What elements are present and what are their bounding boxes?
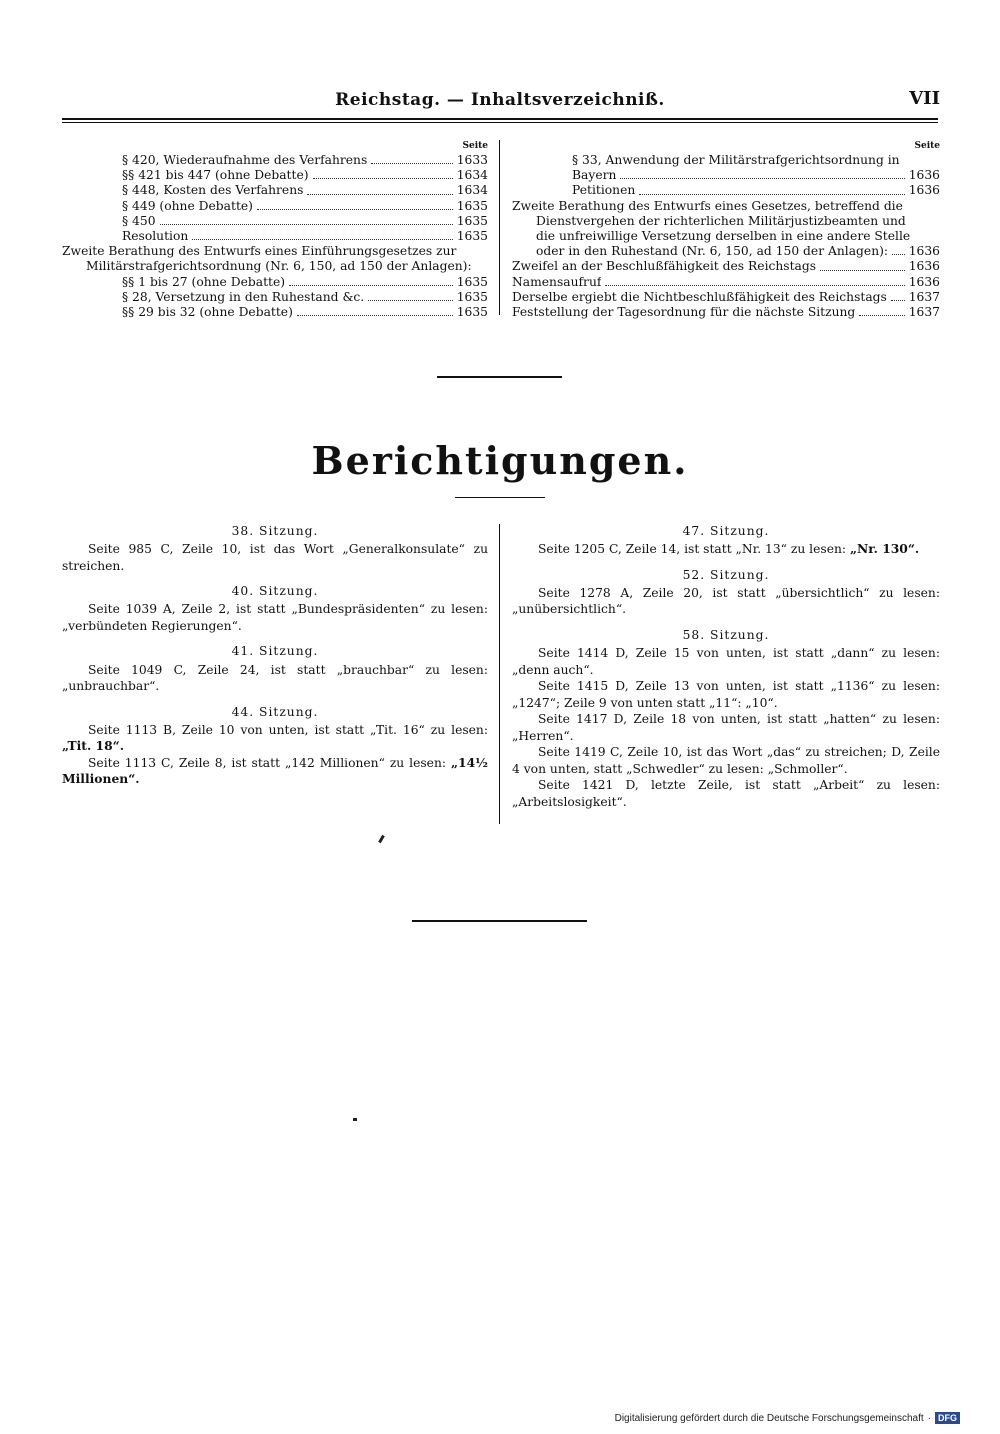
correction-entry [512, 777, 940, 810]
toc-entry [62, 229, 488, 244]
correction-text: Seite 985 C, Zeile 10, ist das Wort „Generalkonsulate“ zu streichen. [62, 542, 488, 573]
correction-entry [512, 744, 940, 777]
toc-entry-text: Zweite Berathung des Entwurfs eines Einführungsgesetzes zur [62, 244, 457, 259]
toc-entry-page: 1635 [456, 274, 488, 289]
dot-leader [620, 178, 904, 179]
section-title: Berichtigungen. [311, 438, 689, 483]
corrections-left-column [62, 524, 488, 788]
corrections-column-divider [499, 524, 500, 824]
toc-entry-page: 1636 [908, 259, 940, 274]
correction-entry [62, 541, 488, 574]
end-separator [412, 920, 587, 922]
dot-leader [160, 224, 453, 225]
toc-entry-page: 1634 [456, 183, 488, 198]
toc-entry-text: die unfreiwillige Versetzung derselben in eine andere Stelle [536, 229, 911, 244]
toc-entry-page: 1635 [456, 198, 488, 213]
toc-entry-text: Dienstvergehen der richterlichen Militärjustizbeamten und [536, 213, 906, 228]
toc-entry [512, 229, 940, 244]
correction-text: Seite 1414 D, Zeile 15 von unten, ist statt „dann“ zu lesen: „denn auch“. [512, 646, 940, 677]
toc-entry [512, 244, 940, 259]
toc-entry-text: Derselbe ergiebt die Nichtbeschlußfähigkeit des Reichstags [512, 289, 887, 304]
toc-entry-text: Bayern [572, 168, 617, 183]
seite-label: Seite [914, 141, 940, 151]
correction-entry [62, 601, 488, 634]
correction-text: Seite 1039 A, Zeile 2, ist statt „Bundespräsidenten“ zu lesen: „verbündeten Regierungen“. [62, 602, 488, 633]
toc-entry-text: Zweite Berathung des Entwurfs eines Gesetzes, betreffend die [512, 198, 903, 213]
digitization-footer [615, 1412, 960, 1424]
toc-entry [62, 214, 488, 229]
toc-entry-page: 1636 [908, 168, 940, 183]
toc-entry-text: Petitionen [572, 183, 636, 198]
dot-leader [297, 315, 453, 316]
section-separator [437, 376, 562, 378]
toc-left-column [62, 140, 488, 320]
dot-leader [307, 194, 452, 195]
toc-entry [512, 259, 940, 274]
toc-entry-page: 1637 [908, 289, 940, 304]
correction-entry [512, 585, 940, 618]
header-rule [62, 118, 938, 120]
session-heading: 38. Sitzung. [231, 524, 319, 538]
toc-entry-text: § 33, Anwendung der Militärstrafgerichtsordnung in [572, 153, 900, 167]
toc-right-column [512, 140, 940, 320]
toc-entry-text: § 449 (ohne Debatte) [122, 198, 253, 213]
session-heading: 52. Sitzung. [682, 567, 770, 582]
correction-bold-text: „Tit. 18“. [62, 738, 125, 754]
correction-text: Seite 1417 D, Zeile 18 von unten, ist statt „hatten“ zu lesen: „Herren“. [512, 712, 940, 743]
footer-dot: · [927, 1412, 931, 1424]
correction-text: Seite 1419 C, Zeile 10, ist das Wort „das“ zu streichen; D, Zeile 4 von unten, statt „Schwedler“ zu lesen: „Schmoller“. [512, 745, 940, 776]
toc-entry-text: § 420, Wiederaufnahme des Verfahrens [122, 153, 368, 167]
print-speck [353, 1118, 357, 1121]
correction-entry [62, 662, 488, 695]
toc-entry-page: 1635 [456, 305, 488, 320]
toc-entry-page: 1637 [908, 305, 940, 320]
toc-entry-page: 1635 [456, 289, 488, 304]
toc-entry [62, 290, 488, 305]
toc-entry [512, 214, 940, 229]
correction-entry [512, 678, 940, 711]
correction-entry [62, 755, 488, 788]
seite-label: Seite [462, 141, 488, 151]
correction-text: Seite 1205 C, Zeile 14, ist statt „Nr. 13“ zu lesen: [538, 542, 847, 557]
dot-leader [368, 300, 453, 301]
correction-entry [62, 722, 488, 755]
correction-text: Seite 1113 C, Zeile 8, ist statt „142 Millionen“ zu lesen: [88, 755, 447, 770]
toc-entry-page: 1635 [456, 229, 488, 244]
toc-entry [62, 153, 488, 168]
dot-leader [313, 178, 453, 179]
toc-entry [512, 275, 940, 290]
header-rule-thin [62, 122, 938, 123]
toc-entry-page: 1635 [456, 213, 488, 228]
toc-entry [512, 183, 940, 198]
toc-entry-text: §§ 421 bis 447 (ohne Debatte) [122, 168, 309, 183]
toc-entry [62, 244, 488, 259]
session-heading: 41. Sitzung. [231, 644, 319, 659]
toc-column-divider [499, 140, 500, 315]
dot-leader [371, 163, 452, 164]
dfg-logo: DFG [935, 1412, 960, 1424]
toc-entry-text: Zweifel an der Beschlußfähigkeit des Reichstags [512, 259, 817, 274]
session-heading: 40. Sitzung. [231, 584, 319, 599]
toc-entry-page: 1634 [456, 168, 488, 183]
correction-text: Seite 1049 C, Zeile 24, ist statt „brauchbar“ zu lesen: „unbrauchbar“. [62, 662, 488, 694]
dot-leader [639, 194, 904, 195]
correction-text: Seite 1113 B, Zeile 10 von unten, ist statt „Tit. 16“ zu lesen: [88, 722, 488, 737]
dot-leader [289, 285, 453, 286]
toc-entry [62, 199, 488, 214]
dot-leader [859, 315, 904, 316]
toc-entry-text: oder in den Ruhestand (Nr. 6, 150, ad 150 der Anlagen): [536, 244, 889, 259]
title-underline [455, 497, 545, 498]
toc-entry [62, 259, 488, 274]
toc-entry-page: 1636 [908, 244, 940, 259]
toc-entry [512, 305, 940, 320]
correction-entry [512, 711, 940, 744]
toc-entry-page: 1636 [908, 183, 940, 198]
dot-leader [192, 239, 452, 240]
dot-leader [605, 285, 904, 286]
toc-entry-text: § 448, Kosten des Verfahrens [122, 183, 304, 198]
correction-text: Seite 1278 A, Zeile 20, ist statt „übersichtlich“ zu lesen: „unübersichtlich“. [512, 585, 940, 617]
toc-entry-text: § 28, Versetzung in den Ruhestand &c. [122, 289, 365, 304]
dot-leader [892, 254, 905, 255]
toc-entry [62, 305, 488, 320]
corrections-right-column [512, 524, 940, 810]
session-heading: 58. Sitzung. [682, 627, 770, 642]
dot-leader [820, 270, 905, 271]
dot-leader [257, 209, 453, 210]
toc-entry [62, 168, 488, 183]
toc-entry [512, 168, 940, 183]
toc-entry-text: Militärstrafgerichtsordnung (Nr. 6, 150, ad 150 der Anlagen): [86, 259, 472, 274]
toc-entry [62, 183, 488, 198]
toc-entry [62, 275, 488, 290]
toc-entry-page: 1636 [908, 274, 940, 289]
running-header-title: Reichstag. — Inhaltsverzeichniß. [335, 90, 665, 110]
correction-entry [512, 541, 940, 558]
page-number: VII [909, 88, 940, 109]
toc-entry-text: Resolution [122, 229, 189, 244]
correction-entry [512, 645, 940, 678]
toc-entry-text: §§ 29 bis 32 (ohne Debatte) [122, 305, 293, 320]
toc-entry-text: §§ 1 bis 27 (ohne Debatte) [122, 274, 286, 289]
footer-text: Digitalisierung gefördert durch die Deutsche Forschungsgemeinschaft [614, 1412, 924, 1424]
toc-entry-text: Feststellung der Tagesordnung für die nächste Sitzung [512, 305, 856, 320]
toc-entry-text: § 450 [122, 213, 156, 228]
toc-entry-page: 1633 [456, 153, 488, 167]
correction-bold-text: „Nr. 130“. [849, 541, 920, 557]
toc-entry [512, 199, 940, 214]
session-heading: 44. Sitzung. [231, 704, 319, 719]
print-speck [378, 835, 385, 843]
toc-entry [512, 290, 940, 305]
correction-text: Seite 1415 D, Zeile 13 von unten, ist statt „1136“ zu lesen: „1247“; Zeile 9 von unten statt „11“: „10“. [512, 679, 940, 710]
toc-entry [512, 153, 940, 168]
session-heading: 47. Sitzung. [682, 524, 770, 538]
correction-text: Seite 1421 D, letzte Zeile, ist statt „Arbeit“ zu lesen: „Arbeitslosigkeit“. [512, 778, 940, 809]
dot-leader [891, 300, 905, 301]
toc-entry-text: Namensaufruf [512, 274, 602, 289]
correction-bold-text: „14½ Millionen“. [62, 754, 488, 787]
